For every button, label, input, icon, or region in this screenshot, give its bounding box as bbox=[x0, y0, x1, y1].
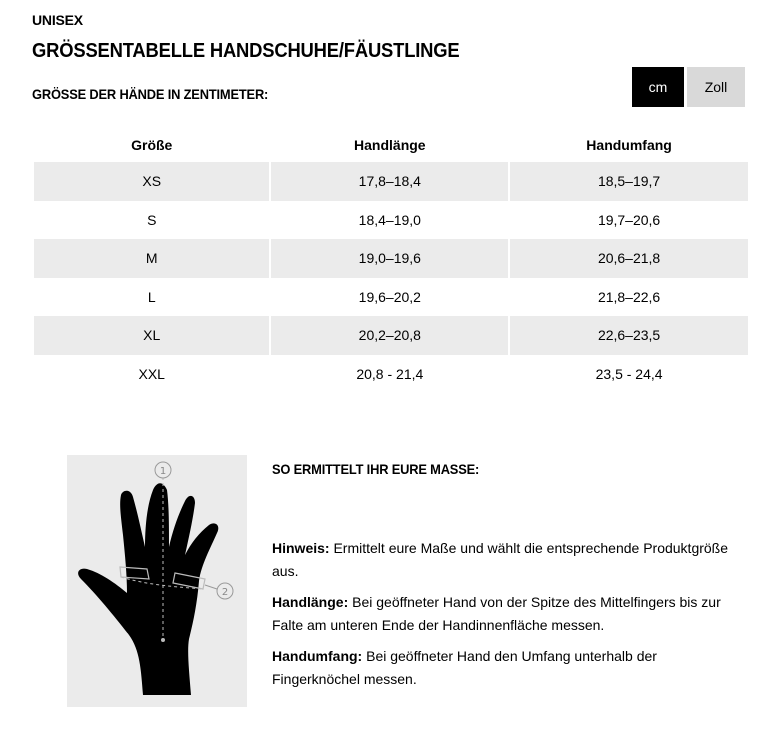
marker-1-label: 1 bbox=[159, 466, 167, 477]
instruction-text: Ermittelt eure Maße und wählt die entsprechende Produktgröße aus. bbox=[272, 540, 729, 579]
instruction-label: Handumfang: bbox=[272, 648, 363, 664]
instruction-hand-length bbox=[272, 591, 742, 637]
length-cell: 20,8 - 21,4 bbox=[356, 365, 424, 382]
instruction-text: Bei geöffneter Hand den Umfang unterhalb der Fingerknöchel messen. bbox=[272, 648, 657, 687]
table-row bbox=[34, 162, 748, 201]
size-cell: XL bbox=[34, 316, 269, 355]
measurement-instructions bbox=[272, 458, 742, 699]
instruction-note bbox=[272, 537, 742, 583]
unit-toggle bbox=[632, 67, 745, 107]
header-hand-circumference: Handumfang bbox=[586, 137, 672, 153]
marker-2-label: 2 bbox=[221, 587, 229, 598]
instruction-label: Handlänge: bbox=[272, 594, 349, 610]
size-table bbox=[32, 128, 750, 393]
length-cell: 19,0–19,6 bbox=[271, 239, 508, 278]
instruction-text: Bei geöffneter Hand von der Spitze des Mittelfingers bis zur Falte am unteren Ende der Handinnenfläche messen. bbox=[272, 594, 721, 633]
size-cell: S bbox=[147, 211, 157, 228]
circumference-cell: 18,5–19,7 bbox=[510, 162, 748, 201]
length-cell: 18,4–19,0 bbox=[358, 211, 421, 228]
eyebrow-label: UNISEX bbox=[32, 12, 83, 28]
length-cell: 17,8–18,4 bbox=[271, 162, 508, 201]
header-hand-length: Handlänge bbox=[354, 137, 426, 153]
table-row bbox=[34, 278, 748, 317]
circumference-cell: 21,8–22,6 bbox=[597, 288, 661, 305]
size-cell: M bbox=[34, 239, 269, 278]
page-title: GRÖSSENTABELLE HANDSCHUHE/FÄUSTLINGE bbox=[32, 40, 460, 62]
table-subtitle: GRÖSSE DER HÄNDE IN ZENTIMETER: bbox=[32, 86, 269, 102]
table-row bbox=[34, 355, 748, 394]
circumference-cell: 23,5 - 24,4 bbox=[595, 365, 663, 382]
size-cell: XS bbox=[34, 162, 269, 201]
unit-inch-button[interactable]: Zoll bbox=[687, 67, 745, 107]
hand-icon bbox=[67, 455, 247, 707]
size-cell: XXL bbox=[138, 365, 165, 382]
table-row bbox=[34, 239, 748, 278]
instruction-hand-circumference bbox=[272, 645, 742, 691]
instruction-label: Hinweis: bbox=[272, 540, 330, 556]
instructions-title: SO ERMITTELT IHR EURE MASSE: bbox=[272, 461, 480, 477]
header-size: Größe bbox=[131, 137, 173, 153]
size-cell: L bbox=[147, 288, 156, 305]
unit-cm-button[interactable]: cm bbox=[632, 67, 684, 107]
table-row bbox=[34, 316, 748, 355]
circumference-cell: 22,6–23,5 bbox=[510, 316, 748, 355]
circumference-cell: 19,7–20,6 bbox=[597, 211, 661, 228]
table-header-row bbox=[34, 128, 748, 162]
circumference-cell: 20,6–21,8 bbox=[510, 239, 748, 278]
hand-measurement-illustration bbox=[67, 455, 247, 707]
length-cell: 19,6–20,2 bbox=[358, 288, 421, 305]
length-cell: 20,2–20,8 bbox=[271, 316, 508, 355]
table-row bbox=[34, 201, 748, 240]
